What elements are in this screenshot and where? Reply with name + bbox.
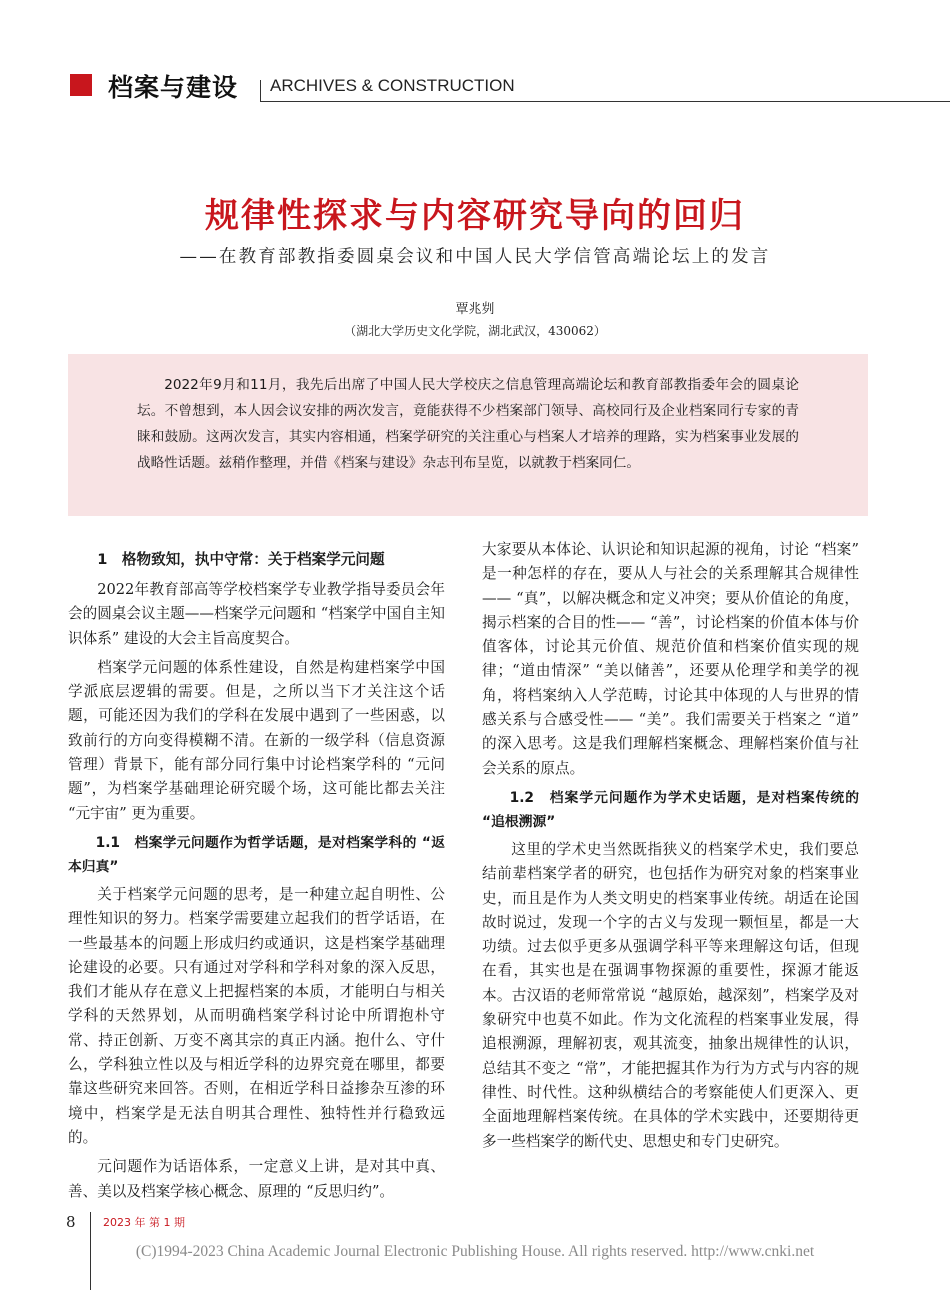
paragraph: 关于档案学元问题的思考，是一种建立起自明性、公理性知识的努力。档案学需要建立起我们的哲学话语，在一些最基本的问题上形成归约或通识，这是档案学基础理论建设的必要。只有通过对学科和学科对象的深入反思，我们才能从存在意义上把握档案的本质，才能明白与相关学科的天然界划，从而明确档案学科讨论中所谓抱朴守常、持正创新、万变不离其宗的真正内涵。抱什么、守什么，学科独立性以及与相近学科的边界究竟在哪里，都要靠这些研究来回答。否则，在相近学科日益掺杂互渗的环境中，档案学是无法自明其合理性、独特性并行稳致远的。 <box>68 885 445 1146</box>
paragraph: 这里的学术史当然既指狭义的档案学术史，我们要总结前辈档案学者的研究，也包括作为研究对象的档案事业史，而且是作为人类文明史的档案事业传统。胡适在论国故时说过，发现一个字的古义与发现一颗恒星，都是一大功绩。过去似乎更多从强调学科平等来理解这句话，但现在看，其实也是在强调事物探源的重要性，探源才能返本。古汉语的老师常常说 “越原始，越深刻”，档案学及对象研究中也莫不如此。作为文化流程的档案事业发展，得追根溯源，理解初衷，观其流变，抽象出规律性的认识，总结其不变之 “常”，才能把握其作为行为方式与内容的规律性、时代性。这种纵横结合的考察能使人们更深入、更全面地理解档案传统。在具体的学术实践中，还要期待更多一些档案学的断代史、思想史和专门史研究。 <box>482 840 859 1150</box>
author-affiliation: （湖北大学历史文化学院，湖北武汉，430062） <box>344 324 606 338</box>
abstract-text: 2022年9月和11月，我先后出席了中国人民大学校庆之信息管理高端论坛和教育部教指委年会的圆桌论坛。不曾想到，本人因会议安排的两次发言，竟能获得不少档案部门领导、高校同行及企业档案同行专家的青睐和鼓励。这两次发言，其实内容相通，档案学研究的关注重心与档案人才培养的理路，实为档案事业发展的战略性话题。兹稍作整理，并借《档案与建设》杂志刊布呈览，以就教于档案同仁。 <box>137 377 799 471</box>
paragraph: 大家要从本体论、认识论和知识起源的视角，讨论 “档案” 是一种怎样的存在，要从人与社会的关系理解其合规律性—— “真”，以解决概念和定义冲突；要从价值论的角度，揭示档案的合目的性—— “善”，讨论档案的价值本体与价值客体，讨论其元价值、规范价值和档案价值实现的规律；“道由情深” “美以储善”，还要从伦理学和美学的视角，将档案纳入人学范畴，讨论其中体现的人与世界的情感关系与合感受性—— “美”。我们需要关于档案之 “道” 的深入思考。这是我们理解档案概念、理解档案价值与社会关系的原点。 <box>482 541 859 777</box>
subsection-heading-1-2: 1.2 档案学元问题作为学术史话题，是对档案传统的 “追根溯源” <box>482 789 859 830</box>
header-divider-vertical <box>260 80 261 102</box>
subsection-heading-1-1: 1.1 档案学元问题作为哲学话题，是对档案学科的 “返本归真” <box>68 834 445 875</box>
paragraph: 元问题作为话语体系，一定意义上讲，是对其中真、善、美以及档案学核心概念、原理的 “反思归约”。 <box>68 1158 445 1200</box>
left-column <box>68 548 445 1209</box>
issue-label: 2023 年 第 1 期 <box>103 1216 185 1229</box>
paragraph: 档案学元问题的体系性建设，自然是构建档案学中国学派底层逻辑的需要。但是，之所以当下才关注这个话题，可能还因为我们的学科在发展中遇到了一些困惑，以致前行的方向变得模糊不清。在新的一级学科（信息资源管理）背景下，能有部分同行集中讨论档案学科的 “元问题”，为档案学基础理论研究暖个场，这可能比都去关注 “元宇宙” 更为重要。 <box>68 658 445 822</box>
journal-name-cn: 档案与建设 <box>108 73 239 102</box>
article-author: 覃兆刿 <box>455 302 495 317</box>
page-number: 8 <box>66 1213 76 1231</box>
header-red-square <box>70 74 92 96</box>
header-rule <box>260 101 950 102</box>
article-title: 规律性探求与内容研究导向的回归 <box>205 196 745 236</box>
right-column <box>482 538 859 1159</box>
copyright-watermark: (C)1994-2023 China Academic Journal Electronic Publishing House. All rights reserved. http://www.cnki.net <box>135 1243 815 1260</box>
section-heading-1: 1 格物致知，执中守常：关于档案学元问题 <box>97 551 385 568</box>
paragraph: 2022年教育部高等学校档案学专业教学指导委员会年会的圆桌会议主题——档案学元问题和 “档案学中国自主知识体系” 建设的大会主旨高度契合。 <box>68 581 445 647</box>
article-subtitle: ——在教育部教指委圆桌会议和中国人民大学信管高端论坛上的发言 <box>179 247 771 267</box>
journal-name-en: ARCHIVES & CONSTRUCTION <box>270 76 515 95</box>
